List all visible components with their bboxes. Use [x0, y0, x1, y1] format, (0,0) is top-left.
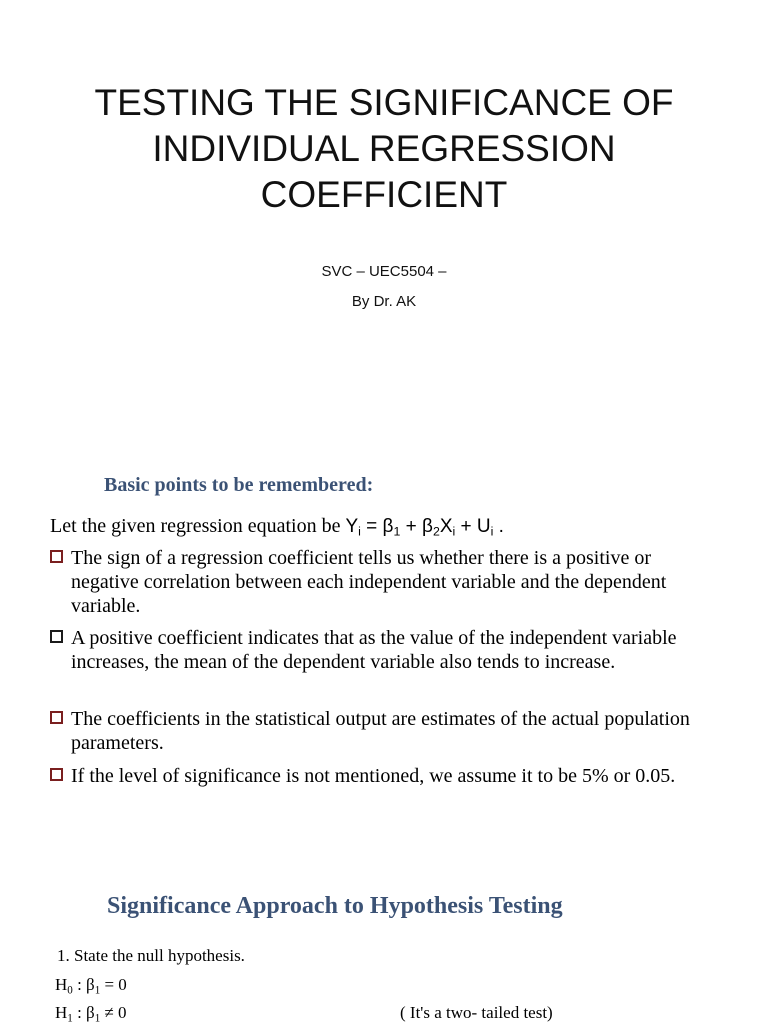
- two-tailed-note: ( It's a two- tailed test): [400, 1003, 553, 1022]
- author: By Dr. AK: [351, 293, 417, 310]
- page-title: [40, 80, 728, 218]
- basic-points-heading: Basic points to be remembered:: [104, 474, 374, 496]
- checkbox-bullet-icon: [50, 550, 63, 563]
- null-hypothesis: $H_0$ : $\beta_1 = 0$: [55, 975, 127, 997]
- alternative-hypothesis: $H_1$ : $\beta_1 \ne 0$: [55, 1003, 127, 1024]
- title-line-1: TESTING THE SIGNIFICANCE OF: [94, 82, 674, 123]
- checkbox-bullet-icon: [50, 768, 63, 781]
- equation: $Y_i = \beta_1 + \beta_2X_i + U_i$ .: [345, 516, 504, 539]
- approach-heading: Significance Approach to Hypothesis Testing: [107, 893, 563, 919]
- title-line-3: COEFFICIENT: [260, 174, 508, 215]
- course-code: SVC – UEC5504 –: [321, 263, 447, 280]
- bullet-sign: The sign of a regression coefficient tells us whether there is a positive or negative correlation between each independent variable and the dependent variable.: [50, 546, 720, 618]
- step-1: 1. State the null hypothesis.: [57, 946, 245, 965]
- bullet-significance-level: If the level of significance is not mentioned, we assume it to be 5% or 0.05.: [50, 764, 720, 788]
- regression-equation-line: [50, 514, 504, 539]
- equation-intro: Let the given regression equation be: [50, 515, 341, 537]
- checkbox-bullet-icon: [50, 630, 63, 643]
- checkbox-bullet-icon: [50, 711, 63, 724]
- bullet-estimates: The coefficients in the statistical output are estimates of the actual population parameters.: [50, 707, 720, 755]
- title-line-2: INDIVIDUAL REGRESSION: [152, 128, 616, 169]
- bullet-positive: A positive coefficient indicates that as the value of the independent variable increases, the mean of the dependent variable also tends to increase.: [50, 626, 720, 674]
